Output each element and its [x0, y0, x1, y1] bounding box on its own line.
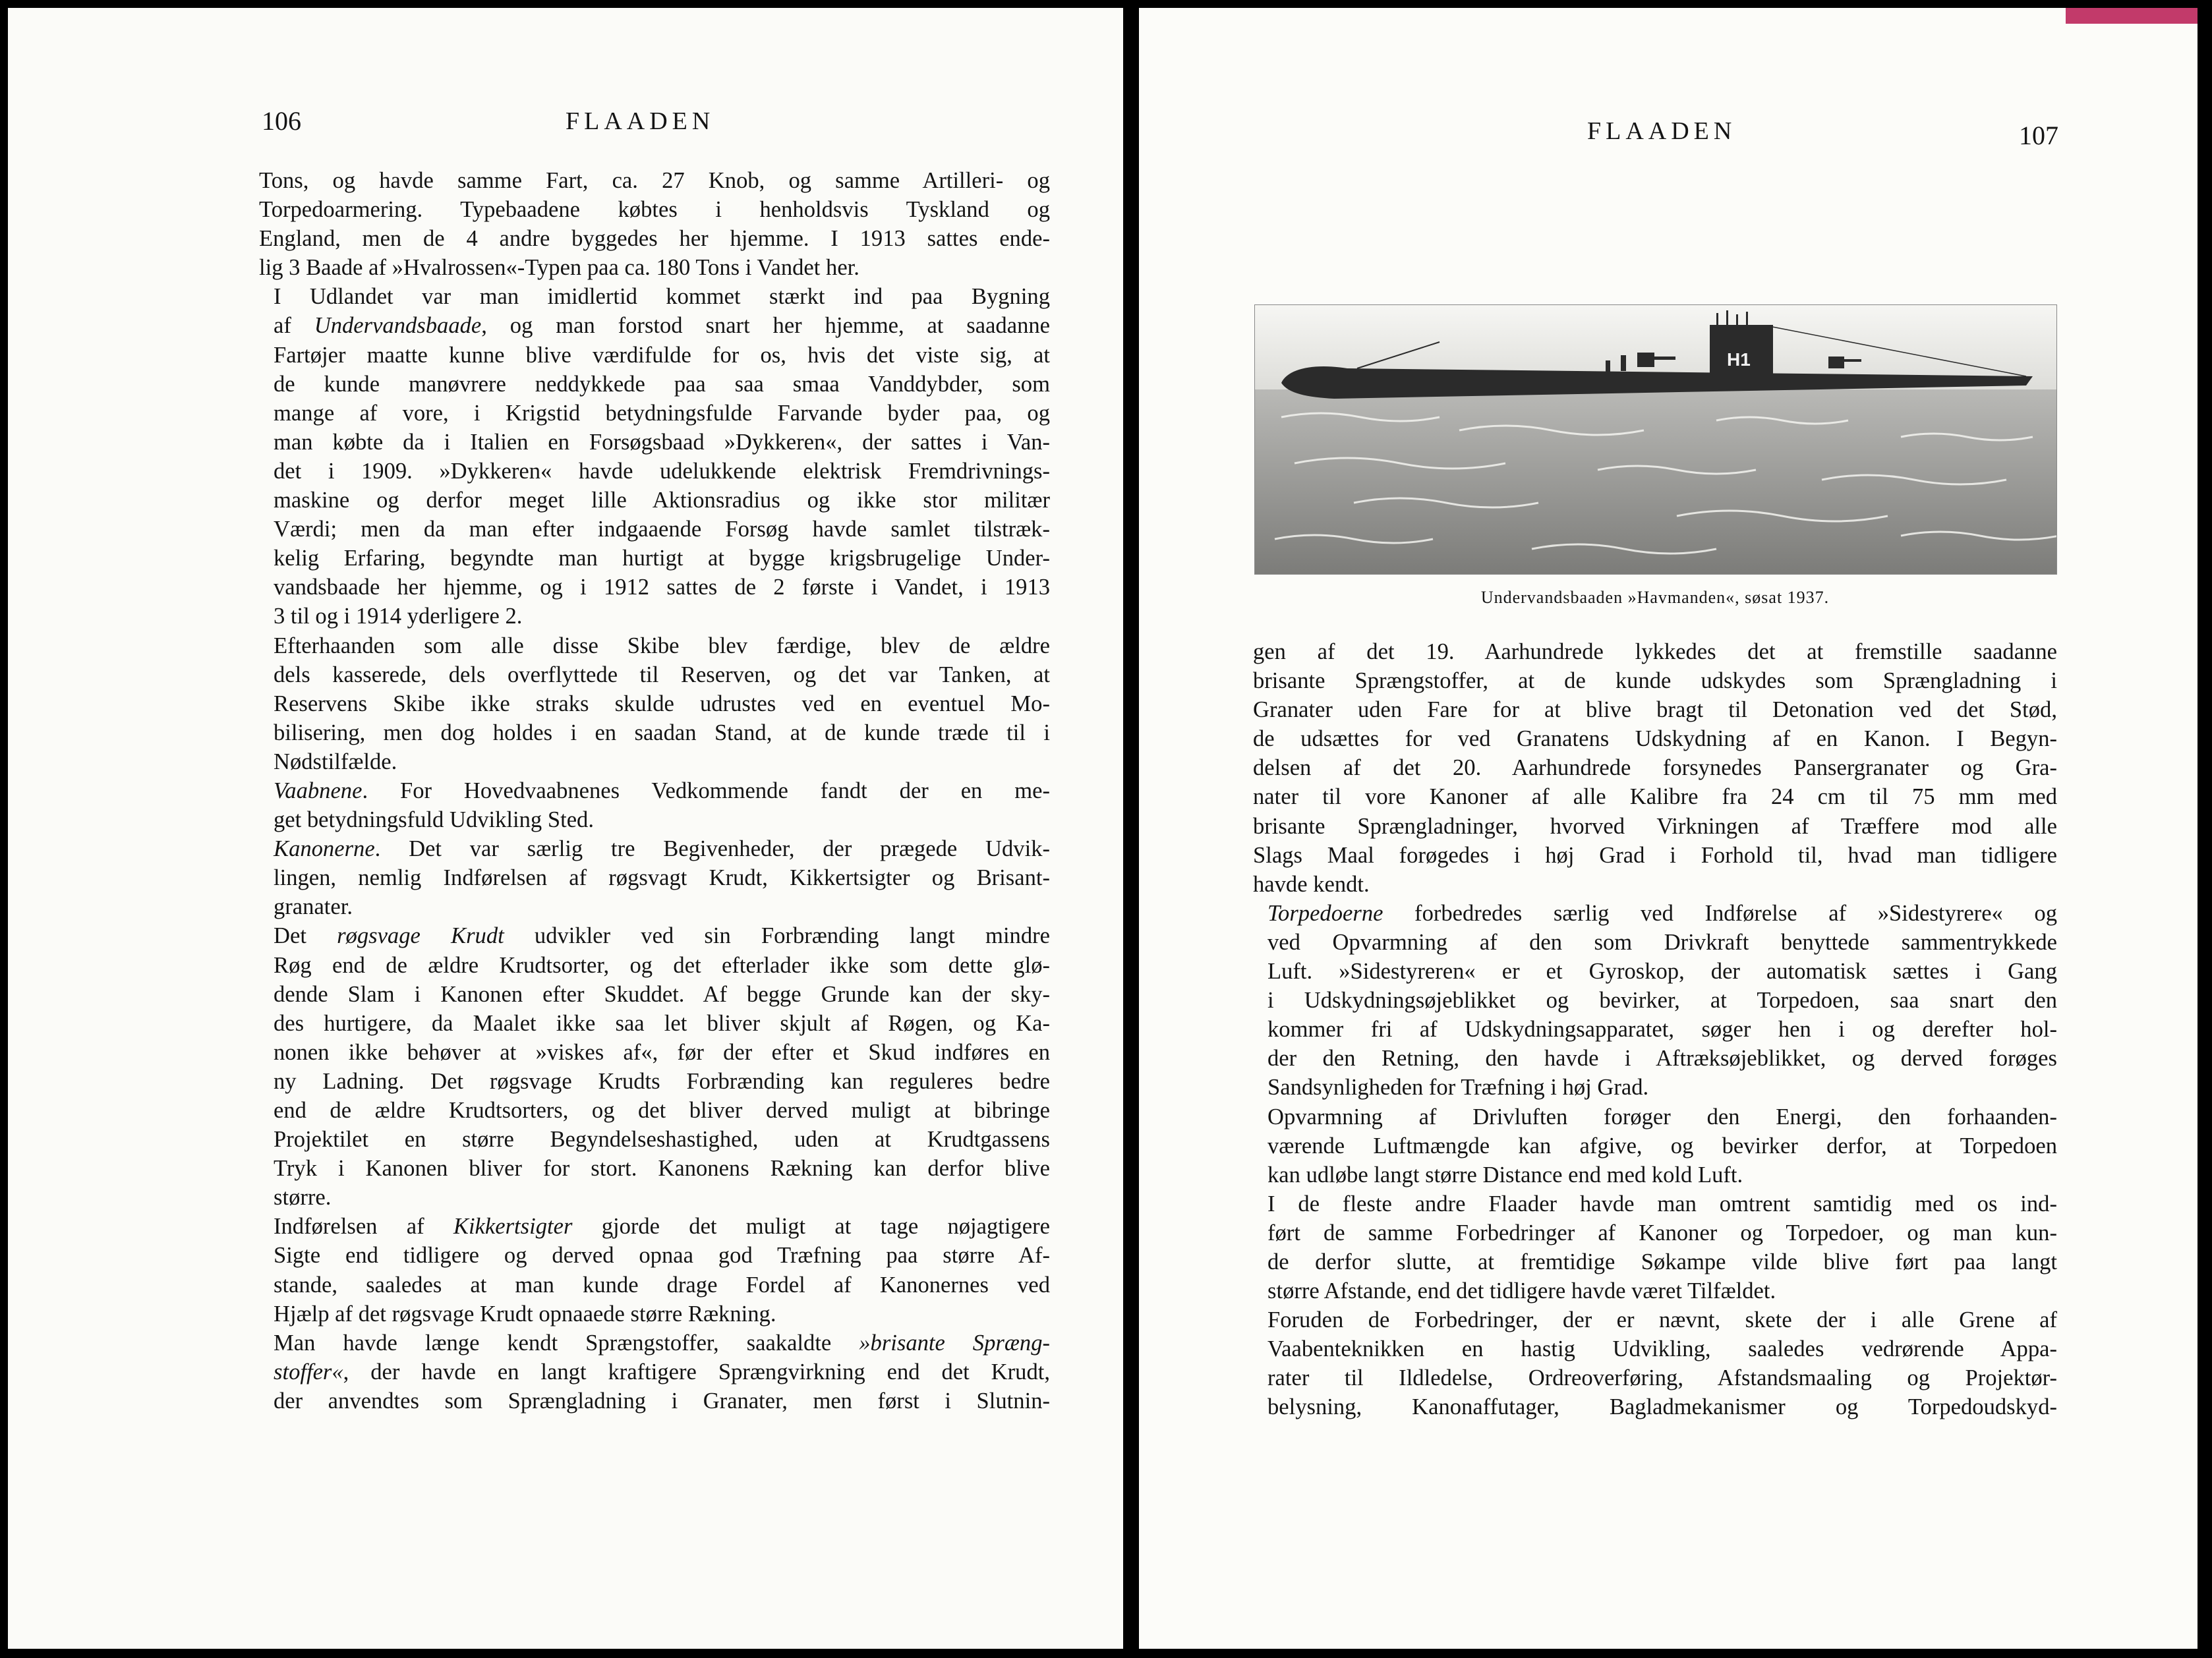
text-line: Luft. »Sidestyreren« er et Gyroskop, der automatisk sættes i Gang [1267, 959, 2057, 985]
text-line: kommer fri af Udskydningsapparatet, søger hen i og derefter hol- [1267, 1017, 2057, 1043]
text-line: Vaabenteknikken en hastig Udvikling, saaledes vedrørende Appa- [1267, 1336, 2057, 1362]
text-line: brisante Sprængstoffer, at de kunde udskydes som Sprængladning i [1253, 668, 2057, 694]
text-line: Torpedoerne forbedredes særlig ved Indførelse af »Sidestyrere« og [1267, 900, 2057, 926]
text-line: af Undervandsbaade, og man forstod snart her hjemme, at saadanne [274, 313, 1050, 339]
text-line: der anvendtes som Sprængladning i Granater, men først i Slutnin- [274, 1388, 1050, 1414]
text-line: Slags Maal forøgedes i høj Grad i Forhold til, hvad man tidligere [1253, 842, 2057, 868]
text-line: Reservens Skibe ikke straks skulde udrustes ved en eventuel Mo- [274, 691, 1050, 716]
text-line: Nødstilfælde. [274, 749, 397, 774]
text-line: Det røgsvage Krudt udvikler ved sin Forbrænding langt mindre [274, 923, 1050, 949]
text-line: Fartøjer maatte kunne blive værdifulde for os, hvis det viste sig, at [274, 342, 1050, 368]
text-line: England, men de 4 andre byggedes her hjemme. I 1913 sattes ende- [259, 226, 1050, 252]
right-page [1139, 8, 2197, 1649]
text-line: kan udløbe langt større Distance end med kold Luft. [1267, 1162, 1743, 1187]
text-line: maskine og derfor meget lille Aktionsradius og ikke stor militær [274, 488, 1050, 513]
text-line: bilisering, men dog holdes i en saadan Stand, at de kunde træde til i [274, 720, 1050, 745]
body-text [1253, 637, 2057, 1422]
text-line: Projektilet en større Begyndelseshastighed, uden at Krudtgassens [274, 1127, 1050, 1153]
text-line: nonen ikke behøver at »viskes af«, før der efter et Skud indføres en [274, 1039, 1050, 1065]
text-line: større Afstande, end det tidligere havde været Tilfældet. [1267, 1278, 1776, 1304]
text-line: større. [274, 1185, 332, 1211]
text-line: ved Opvarmning af den som Drivkraft benyttede sammentrykkede [1267, 929, 2057, 955]
page-edge-mark [2066, 8, 2197, 24]
text-line: det i 1909. »Dykkeren« havde udelukkende elektrisk Fremdrivnings- [274, 458, 1050, 484]
page-number: 107 [2019, 121, 2058, 150]
text-line: brisante Sprængladninger, hvorved Virkningen af Træffere mod alle [1253, 813, 2057, 839]
text-line: de derfor slutte, at fremtidige Søkampe vilde blive ført paa langt [1267, 1249, 2057, 1274]
text-line: 3 til og i 1914 yderligere 2. [274, 604, 523, 629]
running-head: FLAADEN [566, 107, 715, 135]
hull-marking: H1 [1727, 349, 1751, 370]
text-line: Indførelsen af Kikkertsigter gjorde det muligt at tage nøjagtigere [274, 1214, 1050, 1240]
text-line: Kanonerne. Det var særlig tre Begivenheder, der prægede Udvik- [274, 836, 1050, 862]
text-line: Man havde længe kendt Sprængstoffer, saakaldte »brisante Spræng- [274, 1330, 1051, 1356]
text-line: dels kasserede, dels overflyttede til Reserven, og det var Tanken, at [274, 662, 1050, 687]
text-line: Opvarmning af Drivluften forøger den Energi, den forhaanden- [1267, 1104, 2057, 1129]
text-line: vandsbaade her hjemme, og i 1912 sattes de 2 første i Vandet, i 1913 [274, 575, 1050, 600]
text-line: værende Luftmængde kan afgive, og bevirker derfor, at Torpedoen [1267, 1133, 2057, 1158]
text-line: havde kendt. [1253, 871, 1370, 897]
text-line: gen af det 19. Aarhundrede lykkedes det at fremstille saadanne [1253, 639, 2057, 664]
text-line: ført de samme Forbedringer af Kanoner og Torpedoer, og man kun- [1267, 1220, 2057, 1245]
body-text [259, 166, 1050, 1415]
text-line: get betydningsfuld Udvikling Sted. [274, 807, 594, 833]
text-line: end de ældre Krudtsorters, og det bliver derved muligt at bibringe [274, 1098, 1050, 1123]
text-line: lig 3 Baade af »Hvalrossen«-Typen paa ca. 180 Tons i Vandet her. [259, 255, 859, 281]
text-line: Værdi; men da man efter indgaaende Forsøg havde samlet tilstræk- [274, 517, 1050, 542]
text-line: Tons, og havde samme Fart, ca. 27 Knob, og samme Artilleri- og [259, 168, 1050, 193]
text-line: de udsættes for ved Granatens Udskydning af en Kanon. I Begyn- [1253, 726, 2057, 752]
page-number: 106 [262, 106, 301, 136]
text-line: kelig Erfaring, begyndte man hurtigt at bygge krigsbrugelige Under- [274, 546, 1050, 571]
text-line: de kunde manøvrere neddykkede paa saa smaa Vanddybder, som [274, 371, 1050, 397]
left-page [8, 8, 1123, 1649]
text-line: belysning, Kanonaffutager, Bagladmekanismer og Torpedoudskyd- [1267, 1394, 2057, 1420]
text-line: Torpedoarmering. Typebaadene købtes i henholdsvis Tyskland og [259, 197, 1050, 223]
text-line: der den Retning, den havde i Aftræksøjeblikket, og derved forøges [1267, 1046, 2057, 1072]
text-line: man købte da i Italien en Forsøgsbaad »Dykkeren«, der sattes i Van- [274, 429, 1050, 455]
text-line: Sigte end tidligere og derved opnaa god Træfning paa større Af- [274, 1243, 1050, 1269]
text-line: ny Ladning. Det røgsvage Krudts Forbrænding kan reguleres bedre [274, 1068, 1050, 1094]
text-line: lingen, nemlig Indførelsen af røgsvagt Krudt, Kikkertsigter og Brisant- [274, 865, 1050, 891]
photo-caption: Undervandsbaaden »Havmanden«, søsat 1937. [1480, 588, 1830, 607]
text-line: dende Slam i Kanonen efter Skuddet. Af begge Grunde kan der sky- [274, 981, 1050, 1007]
text-line: stande, saaledes at man kunde drage Fordel af Kanonernes ved [274, 1272, 1050, 1298]
text-line: nater til vore Kanoner af alle Kalibre fra 24 cm til 75 mm med [1253, 784, 2057, 810]
running-head: FLAADEN [1587, 117, 1737, 145]
text-line: stoffer«, der havde en langt kraftigere Sprængvirkning end det Krudt, [274, 1359, 1050, 1385]
text-line: Vaabnene. For Hovedvaabnenes Vedkommende fandt der en me- [274, 778, 1050, 803]
text-line: I de fleste andre Flaader havde man omtrent samtidig med os ind- [1267, 1191, 2057, 1216]
text-line: Røg end de ældre Krudtsorter, og det efterlader ikke som dette glø- [274, 952, 1050, 978]
text-line: delsen af det 20. Aarhundrede forsynedes Pansergranater og Gra- [1253, 755, 2057, 781]
text-line: I Udlandet var man imidlertid kommet stærkt ind paa Bygning [274, 284, 1050, 310]
text-line: Granater uden Fare for at blive bragt til Detonation ved det Stød, [1253, 697, 2057, 723]
text-line: i Udskydningsøjeblikket og bevirker, at Torpedoen, saa snart den [1267, 988, 2057, 1014]
text-line: Foruden de Forbedringer, der er nævnt, skete der i alle Grene af [1267, 1307, 2057, 1333]
text-line: Hjælp af det røgsvage Krudt opnaaede større Rækning. [274, 1301, 776, 1327]
text-line: des hurtigere, da Maalet ikke saa let bliver skjult af Røgen, og Ka- [274, 1010, 1050, 1036]
text-line: Sandsynligheden for Træfning i høj Grad. [1267, 1075, 1649, 1101]
text-line: granater. [274, 894, 353, 920]
text-line: mange af vore, i Krigstid betydningsfulde Farvande byder paa, og [274, 400, 1050, 426]
submarine-photo [1254, 304, 2057, 575]
text-line: rater til Ildledelse, Ordreoverføring, Afstandsmaaling og Projektør- [1267, 1365, 2057, 1391]
text-line: Efterhaanden som alle disse Skibe blev færdige, blev de ældre [274, 633, 1050, 658]
text-line: Tryk i Kanonen bliver for stort. Kanonens Rækning kan derfor blive [274, 1156, 1050, 1182]
